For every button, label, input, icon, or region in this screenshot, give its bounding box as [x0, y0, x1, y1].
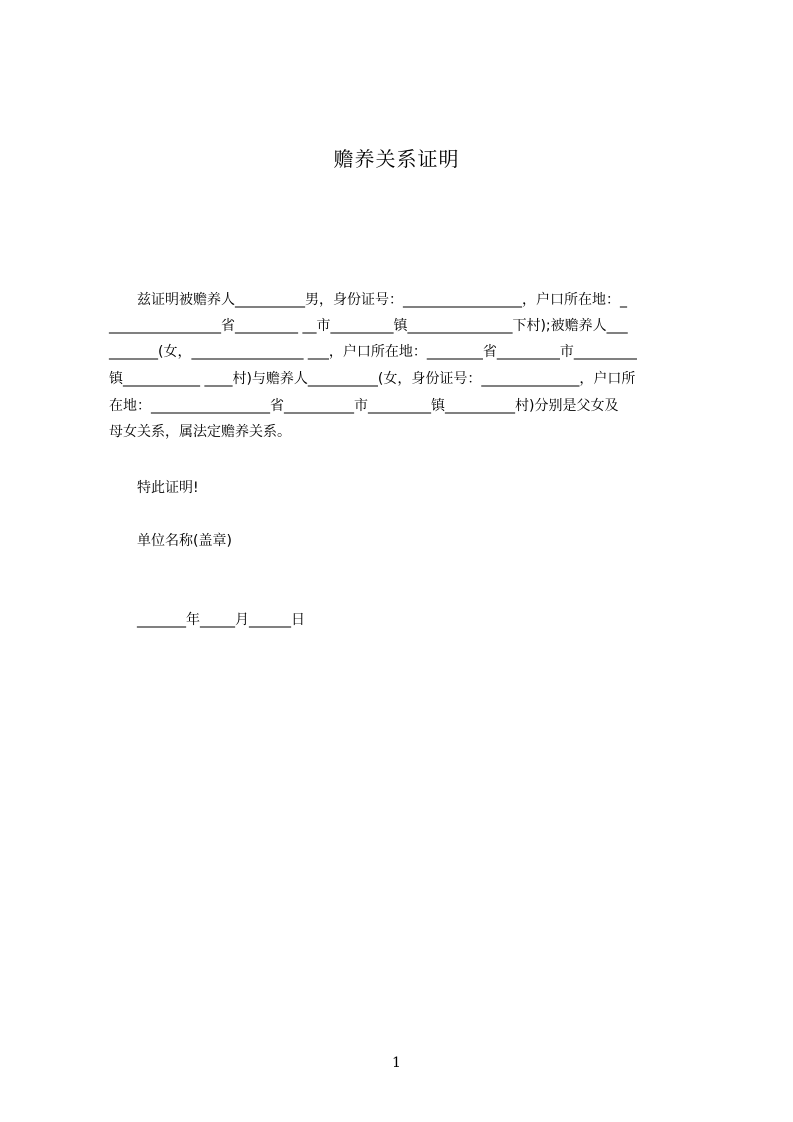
unit-name-seal: 单位名称(盖章)	[137, 533, 232, 549]
body-line-5: 在地：_________________省__________市_________镇__________村)分别是父女及	[109, 398, 619, 414]
body-line-6: 母女关系，属法定赡养关系。	[109, 424, 291, 440]
date-line: _______年_____月______日	[137, 612, 305, 628]
closing-statement: 特此证明!	[137, 480, 199, 496]
body-line-3: _______(女，________________ ___，户口所在地：________省_________市_________	[109, 344, 637, 360]
document-title: 赡养关系证明	[333, 147, 460, 171]
body-line-2: ________________省_________ __市_________镇_______________下村);被赡养人___	[109, 318, 628, 334]
body-line-4: 镇___________ ____村)与赡养人__________(女，身份证号：______________，户口所	[109, 371, 636, 387]
page-number: 1	[392, 1055, 401, 1071]
body-line-1: 兹证明被赡养人__________男，身份证号：_________________，户口所在地：_	[109, 292, 627, 308]
